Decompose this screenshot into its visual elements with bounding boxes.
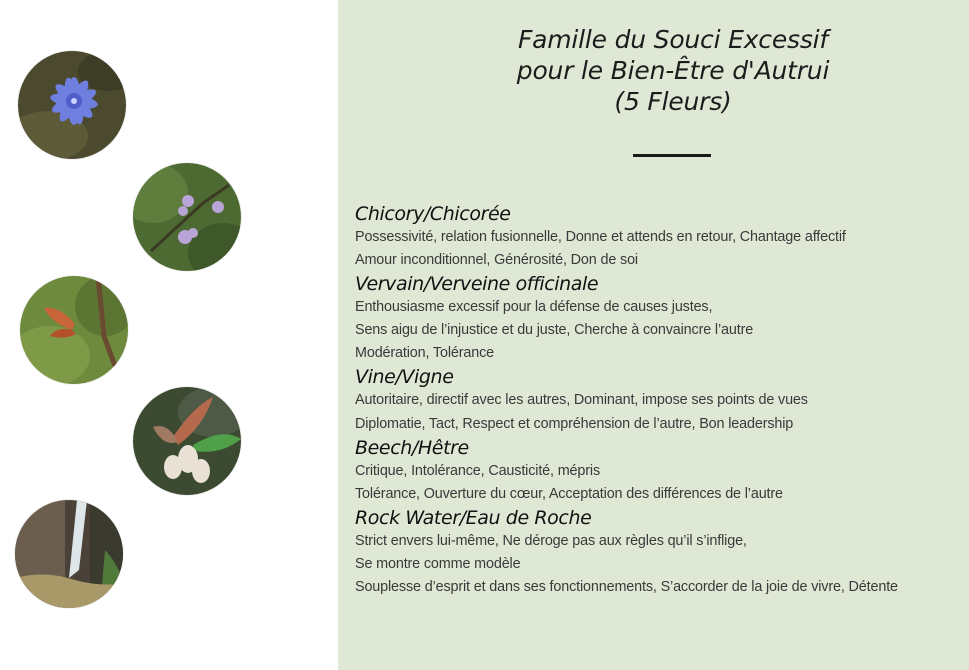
flower-name: Chicory/Chicorée: [355, 203, 511, 225]
flower-name: Vine/Vigne: [355, 366, 454, 389]
title-divider: [633, 154, 711, 157]
flower-name: Rock Water/Eau de Roche: [355, 506, 592, 529]
vine-bud-photo: [20, 276, 128, 384]
flower-description-line: Diplomatie, Tact, Respect et compréhension de l’autre, Bon leadership: [355, 415, 794, 432]
flower-description-line: Critique, Intolérance, Causticité, mépris: [355, 462, 600, 479]
flower-description-line: Sens aigu de l’injustice et du juste, Cherche à convaincre l’autre: [355, 322, 754, 339]
page-title: [338, 24, 969, 117]
chicory-flower-photo: [18, 51, 126, 159]
flower-list: [355, 202, 967, 599]
flower-description-line: Enthousiasme excessif pour la défense de causes justes,: [355, 299, 713, 316]
flower-description-line: Strict envers lui-même, Ne déroge pas aux règles qu’il s’inflige,: [355, 532, 747, 549]
flower-entry-chicory: [355, 202, 967, 272]
flower-description-line: Modération, Tolérance: [355, 345, 494, 362]
flower-entry-rock-water: [355, 506, 967, 599]
flower-name: Beech/Hêtre: [355, 436, 469, 459]
flower-entry-beech: [355, 436, 967, 506]
vervain-flower-photo: [133, 163, 241, 271]
flower-description-line: Se montre comme modèle: [355, 555, 521, 572]
flower-description-line: Tolérance, Ouverture du cœur, Acceptation des différences de l’autre: [355, 485, 783, 502]
flower-description-line: Autoritaire, directif avec les autres, Dominant, impose ses points de vues: [355, 392, 808, 409]
flower-entry-vine: [355, 365, 967, 435]
rock-water-waterfall-photo: [15, 500, 123, 608]
flower-name: Vervain/Verveine officinale: [355, 273, 599, 296]
flower-description-line: Possessivité, relation fusionnelle, Donne et attends en retour, Chantage affectif: [355, 229, 846, 245]
beech-leaves-photo: [133, 387, 241, 495]
photo-column: [0, 0, 338, 670]
title-line-3: (5 Fleurs): [614, 87, 732, 116]
content-panel: [338, 0, 969, 670]
flower-description-line: Amour inconditionnel, Générosité, Don de soi: [355, 252, 638, 269]
flower-description-line: Souplesse d’esprit et dans ses fonctionnements, S’accorder de la joie de vivre, Détente: [355, 579, 898, 596]
title-line-1: Famille du Souci Excessif: [517, 25, 829, 54]
flower-entry-vervain: [355, 272, 967, 365]
title-line-2: pour le Bien-Être d'Autrui: [516, 56, 830, 85]
